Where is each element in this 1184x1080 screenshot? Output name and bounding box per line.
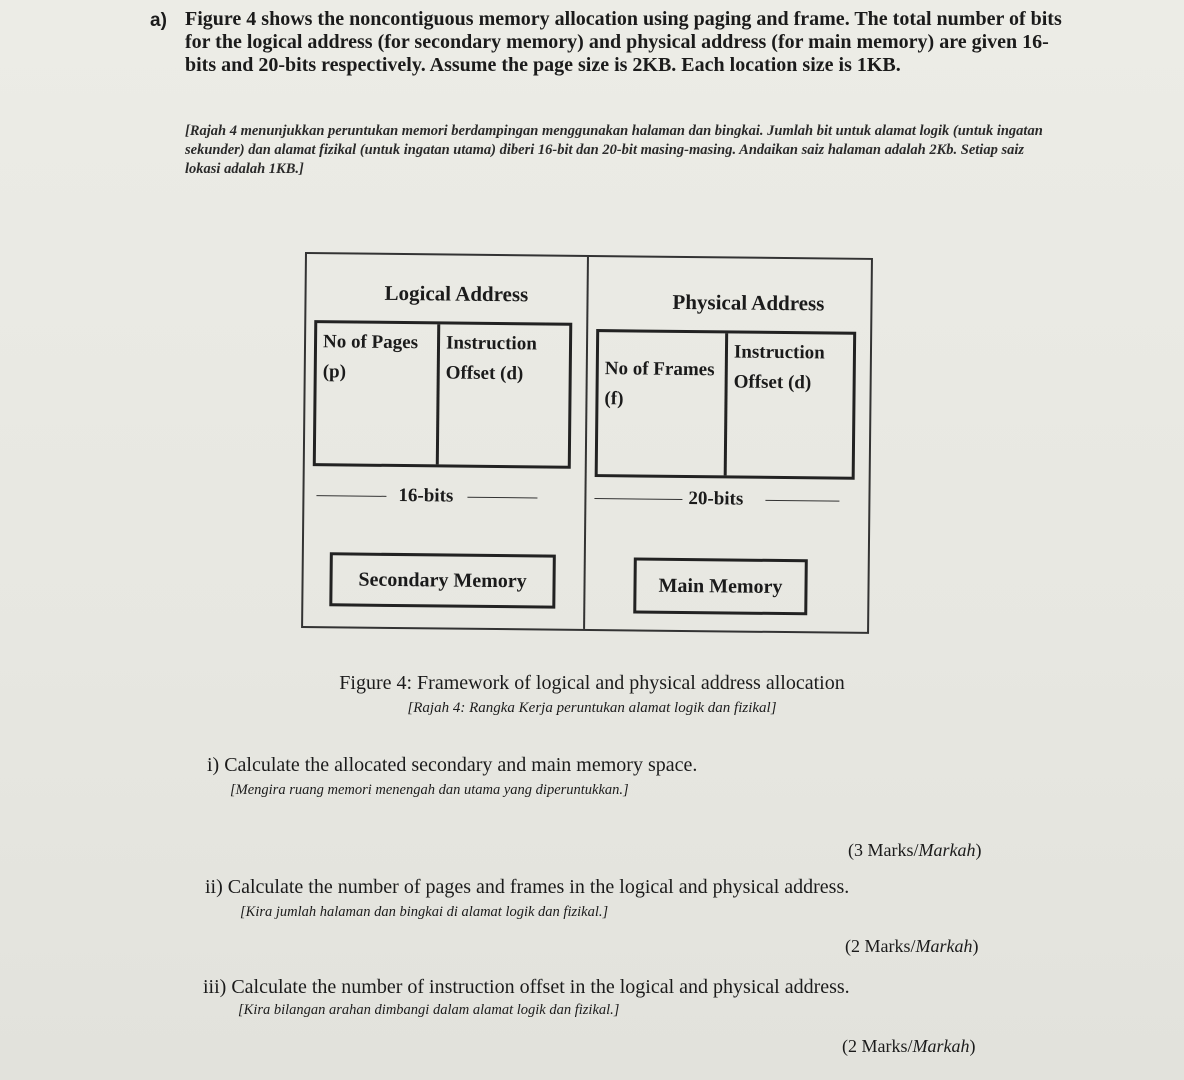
logical-address-box <box>313 320 573 469</box>
subquestion-2-marks: (2 Marks/Markah) <box>845 936 979 956</box>
subquestion-3-marks: (2 Marks/Markah) <box>842 1036 976 1056</box>
bits-line-right <box>467 496 537 498</box>
subquestion-2: ii) Calculate the number of pages and frames in the logical and physical address. <box>205 876 850 898</box>
question-label: a) <box>150 10 167 31</box>
frames-cell: No of Frames (f) <box>604 358 715 410</box>
logical-bits-label: 16-bits <box>398 484 454 507</box>
physical-bits-label: 20-bits <box>688 488 744 510</box>
figure-divider <box>583 257 589 629</box>
bits-line-right <box>765 499 839 501</box>
physical-address-box <box>595 329 857 480</box>
physical-bits-row <box>594 487 856 512</box>
figure-caption-malay: [Rajah 4: Rangka Kerja peruntukan alamat logik dan fizikal] <box>407 700 777 716</box>
main-memory-box: Main Memory <box>633 557 808 615</box>
bits-line-left <box>594 498 682 500</box>
subquestion-2-malay: [Kira jumlah halaman dan bingkai di alamat logik dan fizikal.] <box>240 904 609 920</box>
question-intro-malay: [Rajah 4 menunjukkan peruntukan memori berdampingan menggunakan halaman dan bingkai. Jumlah bit untuk alamat logik (untuk ingatan sekunder) dan alamat fizikal (untuk ingatan utama) diberi 16-bit dan 20-bit masing-masing. Andaikan saiz halaman adalah 2Kb. Setiap saiz lokasi adalah 1KB.] <box>185 123 1043 177</box>
subquestion-1-malay: [Mengira ruang memori menengah dan utama yang diperuntukkan.] <box>230 782 629 798</box>
subquestion-1-marks: (3 Marks/Markah) <box>848 840 982 860</box>
question-intro: Figure 4 shows the noncontiguous memory allocation using paging and frame. The total number of bits for the logical address (for secondary memory) and physical address (for main memory) are given 16-bits and 20-bits respectively. Assume the page size is 2KB. Each location size is 1KB. <box>185 8 1062 76</box>
physical-address-title: Physical Address <box>672 289 825 316</box>
subquestion-3: iii) Calculate the number of instruction offset in the logical and physical address. <box>203 976 850 998</box>
logical-address-title: Logical Address <box>384 280 529 307</box>
secondary-memory-box: Secondary Memory <box>329 552 556 608</box>
subquestion-3-malay: [Kira bilangan arahan dimbangi dalam alamat logik dan fizikal.] <box>238 1002 620 1018</box>
bits-line-left <box>316 495 386 497</box>
logical-offset-cell: Instruction Offset (d) <box>436 324 569 465</box>
figure-4-diagram <box>301 252 873 634</box>
pages-cell: No of Pages (p) <box>322 331 419 383</box>
physical-offset-cell: Instruction Offset (d) <box>724 333 853 476</box>
logical-bits-row <box>316 484 568 509</box>
subquestion-1: i) Calculate the allocated secondary and main memory space. <box>207 754 698 776</box>
figure-caption: Figure 4: Framework of logical and physical address allocation <box>339 672 845 694</box>
